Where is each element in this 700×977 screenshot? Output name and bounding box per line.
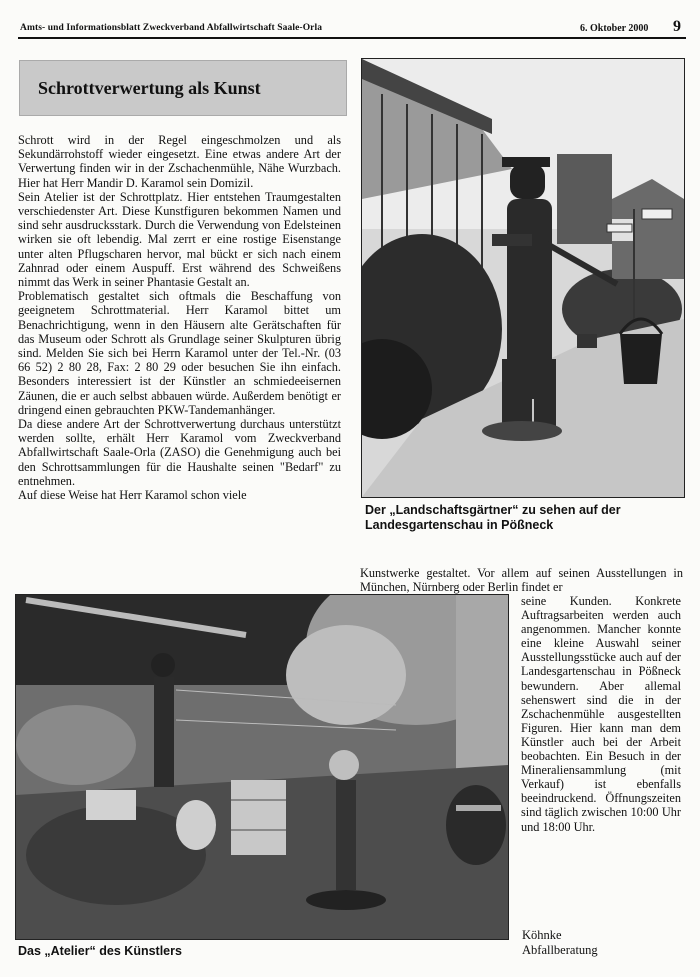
article-title-box <box>19 60 347 116</box>
author-signature <box>522 928 598 958</box>
header-rule <box>18 37 686 39</box>
author-name: Köhnke <box>522 928 562 942</box>
paragraph-zaso: Da diese andere Art der Schrottverwertung durchaus unterstützt werden sollte, erhält Herr Karamol vom Zweckverband Abfallwirtschaft Saale-Orla (ZASO) die Genehmigung auch bei den Schrottsammlungen für die Haushalte seinen "Bedarf" zu entnehmen. <box>18 417 341 488</box>
publication-name: Amts- und Informationsblatt Zweckverband Abfallwirtschaft Saale-Orla <box>20 23 323 33</box>
photo2-caption: Das „Atelier“ des Künstlers <box>18 944 182 958</box>
article-body <box>18 133 341 502</box>
paragraph-intro: Schrott wird in der Regel eingeschmolzen und als Sekundärrohstoff wieder eingesetzt. Eine etwas andere Art der Verwertung finden wir in der Zschachenmühle, Nähe Wurzbach. Hier hat Herr Mandir D. Karamol sein Domizil. <box>18 133 341 190</box>
author-role: Abfallberatung <box>522 943 598 957</box>
photo-landschaftsgaertner <box>361 58 685 498</box>
photo1-caption: Der „Landschaftsgärtner“ zu sehen auf der Landesgartenschau in Pößneck <box>365 503 621 532</box>
paragraph-material: Problematisch gestaltet sich oftmals die Beschaffung von geeignetem Schrottmaterial. Herr Karamol bittet um Benachrichtigung, wenn in den Häusern alte Gerätschaften für das Museum oder Schrott als Grundlage seiner Skulpturen übrig sind. Melden Sie sich bei Herrn Karamol unter der Tel.-Nr. (03 66 52) 2 80 28, Fax: 2 80 29 oder besuchen Sie ihn einfach. Besonders interessiert ist der Künstler an schmiedeeisernen Zäunen, die er auch selbst abbauen würde. Außerdem benötigt er dringend einen gebrauchten PKW-Tandemanhänger. <box>18 289 341 417</box>
article-title: Schrottverwertung als Kunst <box>38 77 261 98</box>
side-column-paragraph: seine Kunden. Konkrete Auftragsarbeiten werden auch angenommen. Mancher konnte eine kleine Auswahl seiner Ausstellungsstücke auch auf der Landesgartenschau in Pößneck bewundern. Aber allemal sehenswert sind die in der Zschachenmühle ausgestellten Figuren. Hier kann man dem Künstler auch bei der Arbeit beobachten. Ein Besuch in der Mineraliensammlung (mit Verkauf) ist ebenfalls beeindruckend. Öffnungszeiten sind täglich zwischen 10:00 Uhr und 18:00 Uhr. <box>521 594 681 834</box>
photo-atelier <box>15 594 509 940</box>
issue-date: 6. Oktober 2000 <box>580 23 649 34</box>
paragraph-artworks: Auf diese Weise hat Herr Karamol schon viele <box>18 488 247 503</box>
continuation-text: Kunstwerke gestaltet. Vor allem auf seinen Ausstellungen in München, Nürnberg oder Berlin findet er <box>360 566 683 595</box>
paragraph-atelier: Sein Atelier ist der Schrottplatz. Hier entstehen Traumgestalten verschiedenster Art. Diese Kunstfiguren bekommen Namen und sind sehr ausdrucksstark. Durch die Verwendung von Edelsteinen wirken sie oft lebendig. Mal zerrt er eine rostige Eisenstange unter alten Pflugscharen hervor, mal bückt er sich nach einem Zahnrad oder einem Auspuff. Erst während des Schweißens nimmt das Werk in seiner Phantasie Gestalt an. <box>18 189 341 290</box>
side-column-text <box>521 594 681 834</box>
page-number: 9 <box>673 18 681 35</box>
